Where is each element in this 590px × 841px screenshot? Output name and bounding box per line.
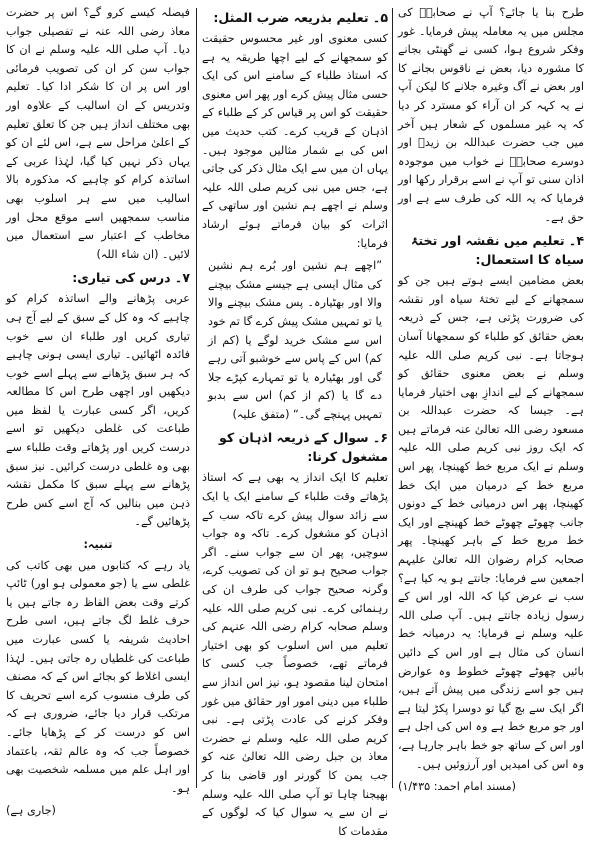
paragraph: طرح بنا یا جائے؟ آپ نے صحابہؓ کی مجلس میں یہ معاملہ پیش فرمایا۔ غور وفکر شروع ہوا، کسی نے گھنٹی بجانے کا مشورہ دیا، بعض نے ناقوس بجانے کا اور بعض نے آگ وغیرہ جلانے کا لیکن آپ نے یہ کہہ کر ان آراء کو مسترد کر دیا کہ یہ غیر مسلموں کے شعار ہیں آخر میں جب حضرت عبداللہ بن زیدؓ اور دوسرے صحابہؓ نے خواب میں موجودہ اذان سنی تو آپ نے اسے برقرار رکھا اور فرمایا کہ یہ اللہ کی طرف سے ہے اور حق ہے۔: [398, 6, 584, 224]
right-column: [398, 4, 584, 794]
paragraph: یاد رہے کہ کتابوں میں بھی کاتب کی غلطی سے یا (جو معمولی ہو اور) ٹائپ کرتے وقت بعض الفاظ رہ جاتے ہیں یا حرف غلط لگ جاتے ہیں، اسی طرح احادیث شریفہ یا کسی عبارت میں طباعت کی غلطیاں رہ جاتی ہیں۔ لہٰذا ایسی اغلاط کو بجائے اس کے کہ مصنف کی طرف منسوب کرے اسے تحریف کا مرتکب قرار دیا جائے، ضروری ہے کہ اس کو درست کر کے پڑھایا جائے۔ خصوصاً جب کہ وہ عالم ثقہ، باعتماد اور اہل علم میں مسلمہ شخصیت بھی ہو۔: [6, 558, 190, 795]
section-heading: ۵۔ تعلیم بذریعہ ضرب المثل:: [213, 10, 388, 25]
section-heading: ۶۔ سوال کے ذریعہ اذہان کو مشغول کرنا:: [218, 430, 388, 465]
paragraph: تعلیم کا ایک انداز یہ بھی ہے کہ استاذ پڑھاتے وقت طلباء کے سامنے ایک یا ایک سے زائد سوال پیش کرے تاکہ سب کے اذہان کو مشغول کرے۔ تاکہ وہ جواب سوچیں، پھر ان سے جواب سنے۔ اگر جواب صحیح ہو تو ان کی تصویب کرے، وگرنہ صحیح جواب کی طرف ان کی رہنمائی کرے۔ نبی کریم صلی اللہ علیہ وسلم صحابہ کرام رضی اللہ عنہم کی تعلیم میں اس اسلوب کو بھی اختیار فرماتے تھے، خصوصاً جب کسی کا امتحان لینا مقصود ہو، نیز اس انداز سے طلباء میں دینی امور اور حقائق میں غور وفکر کرنے کی عادت پڑتی ہے۔ نبی کریم صلی اللہ علیہ وسلم نے حضرت معاذ بن جبل رضی اللہ تعالیٰ عنہ کو جب یمن کا گورنر اور قاضی بنا کر بھیجنا چاہا تو آپ صلی اللہ علیہ وسلم نے ان سے یہ سوال کیا کہ لوگوں کے مقدمات کا: [202, 471, 388, 838]
reference: (مسند امام احمد: ۱/۴۳۵): [398, 780, 517, 794]
paragraph: بعض مضامین ایسے ہوتے ہیں جن کو سمجھانے کے لیے تختۂ سیاہ اور نقشہ کی ضرورت پڑتی ہے، جس کے ذریعہ بعض حقائق کو طلباء کو سمجھانا آسان ہوجاتا ہے۔ نبی کریم صلی اللہ علیہ وسلم نے بعض معنوی حقائق کو سمجھانے کے لیے اندازِ بھی اختیار فرمایا ہے۔ جیسا کہ حضرت عبداللہ بن مسعود رضی اللہ تعالیٰ عنہ فرماتے ہیں کہ ایک روز نبی کریم صلی اللہ علیہ وسلم نے ایک مربع خط کھینچا، پھر اس مربع خط کے درمیان میں ایک خط کھینچا، پھر اس درمیانی خط کے دونوں جانب چھوٹے چھوٹے خط کھینچے اور ایک خط مربع خط کے باہر کھینچا۔ پھر صحابہ کرام رضوان اللہ تعالیٰ علیہم اجمعین سے فرمایا: جانتے ہو یہ کیا ہے؟ سب نے عرض کیا کہ اللہ اور اس کے رسول زیادہ جانتے ہیں۔ آپ صلی اللہ علیہ وسلم نے فرمایا: یہ درمیانہ خط انسان کی مثال ہے اور اس کے دائیں بائیں چھوٹے چھوٹے خطوط وہ عوارض ہیں جو اسے زندگی میں پیش آتے ہیں، اگر ایک سے بچ گیا تو دوسرا پکڑ لیتا ہے اور جو مربع خط ہے وہ اس کی اجل ہے اور اس کے ساتھ جو خط باہر جارہا ہے، وہ اس کی امیدیں اور آرزوئیں ہیں۔: [398, 274, 584, 771]
note-heading: تنبیہ:: [83, 538, 113, 552]
section-heading: ۷۔ درس کی تیاری:: [72, 270, 190, 286]
middle-column: [202, 4, 388, 838]
section-heading: ۴۔ تعلیم میں نقشہ اور تختۂ سیاہ کا استعمال:: [411, 233, 584, 268]
left-column: [6, 4, 190, 818]
paragraph: فیصلہ کیسے کرو گے؟ اس پر حضرت معاذ رضی اللہ عنہ نے تفصیلی جواب دیا۔ آپ صلی اللہ علیہ وسلم نے ان کا جواب سن کر ان کی تصویب فرمائی اور اس پر ان کا شکر ادا کیا۔ تعلیم وتدریس کے ان اسالیب کے علاوہ اور بھی مختلف انداز ہیں جن کا تعلق تعلیم کے اعلیٰ مراحل سے ہے، اس لئے ان کو یہاں ذکر نہیں کیا گیا، لہٰذا عربی کے اساتذہ کرام کو چاہیے کہ مذکورہ بالا اسالیب میں سے ہر اسلوب بھی مناسب سمجھیں اسے موقع محل اور مخاطب کے اعتبار سے استعمال میں لائیں۔ (ان شاء اللہ): [6, 6, 190, 261]
column-divider: [392, 8, 393, 788]
paragraph: عربی پڑھانے والے اساتذہ کرام کو چاہیے کہ وہ کل کے سبق کے لیے آج ہی تیاری کریں اور طلباء ان سے خوب فائدہ اٹھائیں۔ تیاری ایسی ہونی چاہیے کہ ہر سبق پڑھانے سے پہلے اسے خوب دیکھیں اور اچھی طرح اس کا مطالعہ کریں، اگر کسی عبارت یا لفظ میں طباعت کی غلطی دیکھیں تو اسے درست کریں اور پڑھاتے وقت طلباء سے بھی وہ غلطی درست کرائیں۔ نیز سبق پڑھانے سے پہلے سبق کا مکمل نقشہ ذہن میں بنالیں کہ آج اسے کس طرح پڑھائیں گے۔: [6, 292, 190, 529]
hadith-quote: ”اچھے ہم نشین اور بُرے ہم نشین کی مثال ایسی ہے جیسے مشک بیچنے والا اور بھٹیارہ۔ پس مشک بیچنے والا یا تو تمہیں مشک پیش کرے گا تم خود اس سے مشک خرید لوگے یا (کم از کم) اس کے پاس سے خوشبو آتی رہے گی اور بھٹیارہ یا تو تمہارے کپڑے جلا دے گا یا (کم از کم) اس سے بدبو تمہیں پہنچے گی۔“ (متفق علیہ): [208, 259, 382, 421]
paragraph: کسی معنوی اور غیر محسوس حقیقت کو سمجھانے کے لیے اچھا طریقہ یہ ہے کہ استاذ طلباء کے سامنے اس کی ایک حسی مثال پیش کرے اور پھر اس معنوی حقیقت کو اس پر قیاس کر کے طلباء کے اذہان کے قریب کرے۔ کتب حدیث میں اس کی بے شمار مثالیں موجود ہیں۔ یہاں ان میں سے ایک مثال ذکر کی جاتی ہے، جس میں نبی کریم صلی اللہ علیہ وسلم نے اچھے ہم نشین اور ساتھی کے اثرات کو بیان فرماتے ہوئے ارشاد فرمایا:: [202, 32, 388, 250]
continued-label: (جاری ہے): [6, 804, 56, 818]
column-divider: [196, 8, 197, 788]
